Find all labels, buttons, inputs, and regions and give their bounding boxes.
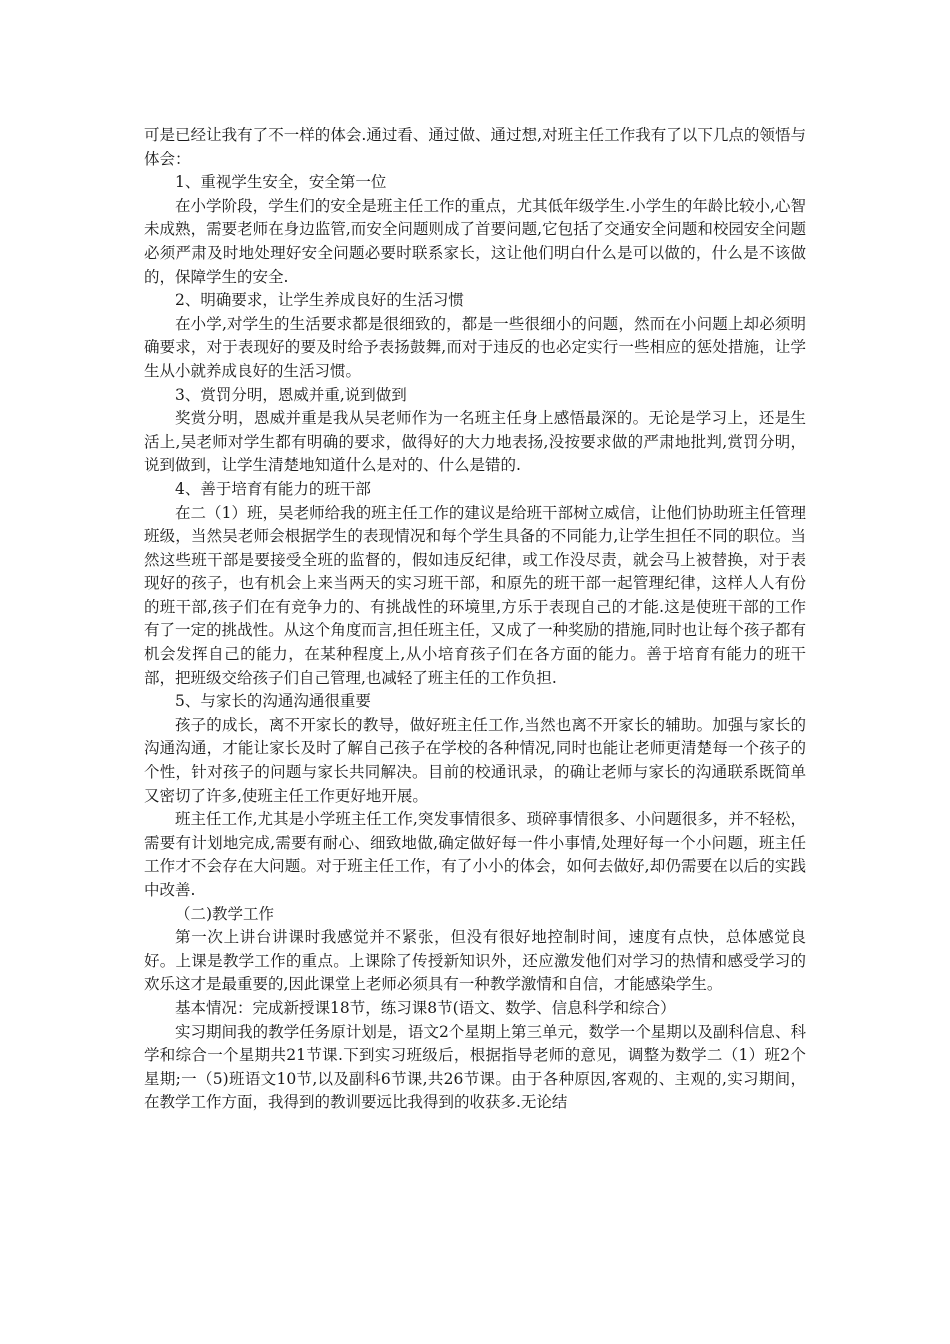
- heading-parents: 5、与家长的沟通沟通很重要: [175, 692, 371, 711]
- paragraph-teaching-plan: 实习期间我的教学任务原计划是，语文2个星期上第三单元，数学一个星期以及副科信息、科学和综合一个星期共21节课.下到实习班级后，根据指导老师的意见，调整为数学二（1）班2个星期;一（5)班语文10节,以及副科6节课,共26节课。由于各种原因,客观的、主观的,实习期间，在教学工作方面，我得到的教训要远比我得到的收获多.无论结: [144, 1022, 806, 1112]
- heading-teaching: （二)教学工作: [175, 904, 275, 923]
- paragraph-requirements: 在小学,对学生的生活要求都是很细致的，都是一些很细小的问题，然而在小问题上却必须明确要求，对于表现好的要及时给予表扬鼓舞,而对于违反的也必定实行一些相应的惩处措施，让学生从小就养成良好的生活习惯。: [144, 314, 806, 380]
- heading-class-leaders: 4、善于培育有能力的班干部: [175, 479, 371, 498]
- heading-rewards: 3、赏罚分明，恩威并重,说到做到: [175, 385, 407, 404]
- paragraph-summary: 班主任工作,尤其是小学班主任工作,突发事情很多、琐碎事情很多、小问题很多，并不轻松，需要有计划地完成,需要有耐心、细致地做,确定做好每一件小事情,处理好每一个小问题，班主任工作才不会存在大问题。对于班主任工作，有了小小的体会，如何去做好,却仍需要在以后的实践中改善.: [144, 810, 806, 899]
- paragraph-basic-info: 基本情况：完成新授课18节，练习课8节(语文、数学、信息科学和综合）: [175, 998, 676, 1017]
- paragraph-rewards: 奖赏分明，恩威并重是我从吴老师作为一名班主任身上感悟最深的。无论是学习上，还是生活上,吴老师对学生都有明确的要求，做得好的大力地表扬,没按要求做的严肃地批判,赏罚分明，说到做到，让学生清楚地知道什么是对的、什么是错的.: [144, 409, 806, 475]
- heading-requirements: 2、明确要求，让学生养成良好的生活习惯: [175, 291, 464, 310]
- heading-safety: 1、重视学生安全，安全第一位: [175, 173, 387, 192]
- paragraph-intro: 可是已经让我有了不一样的体会.通过看、通过做、通过想,对班主任工作我有了以下几点的领悟与体会：: [144, 126, 806, 168]
- document-body: [144, 124, 806, 1115]
- paragraph-safety: 在小学阶段，学生们的安全是班主任工作的重点，尤其低年级学生.小学生的年龄比较小,心智未成熟，需要老师在身边监管,而安全问题则成了首要问题,它包括了交通安全问题和校园安全问题必须严肃及时地处理好安全问题必要时联系家长，这让他们明白什么是可以做的，什么是不该做的，保障学生的安全.: [144, 196, 806, 286]
- paragraph-parents: 孩子的成长，离不开家长的教导，做好班主任工作,当然也离不开家长的辅助。加强与家长的沟通沟通，才能让家长及时了解自己孩子在学校的各种情况,同时也能让老师更清楚每一个孩子的个性，针对孩子的问题与家长共同解决。目前的校通讯录，的确让老师与家长的沟通联系既简单又密切了许多,使班主任工作更好地开展。: [144, 715, 806, 805]
- paragraph-class-leaders: 在二（1）班，吴老师给我的班主任工作的建议是给班干部树立威信，让他们协助班主任管理班级，当然吴老师会根据学生的表现情况和每个学生具备的不同能力,让学生担任不同的职位。当然这些班干部是要接受全班的监督的，假如违反纪律，或工作没尽责，就会马上被替换，对于表现好的孩子，也有机会上来当两天的实习班干部，和原先的班干部一起管理纪律，这样人人有份的班干部,孩子们在有竞争力的、有挑战性的环境里,方乐于表现自己的才能.这是使班干部的工作有了一定的挑战性。从这个角度而言,担任班主任，又成了一种奖励的措施,同时也让每个孩子都有机会发挥自己的能力，在某种程度上,从小培育孩子们在各方面的能力。善于培育有能力的班干部，把班级交给孩子们自己管理,也减轻了班主任的工作负担.: [144, 503, 806, 687]
- paragraph-first-lesson: 第一次上讲台讲课时我感觉并不紧张，但没有很好地控制时间，速度有点快，总体感觉良好。上课是教学工作的重点。上课除了传授新知识外，还应激发他们对学习的热情和感受学习的欢乐这才是最重要的,因此课堂上老师必须具有一种教学激情和自信，才能感染学生。: [144, 928, 806, 994]
